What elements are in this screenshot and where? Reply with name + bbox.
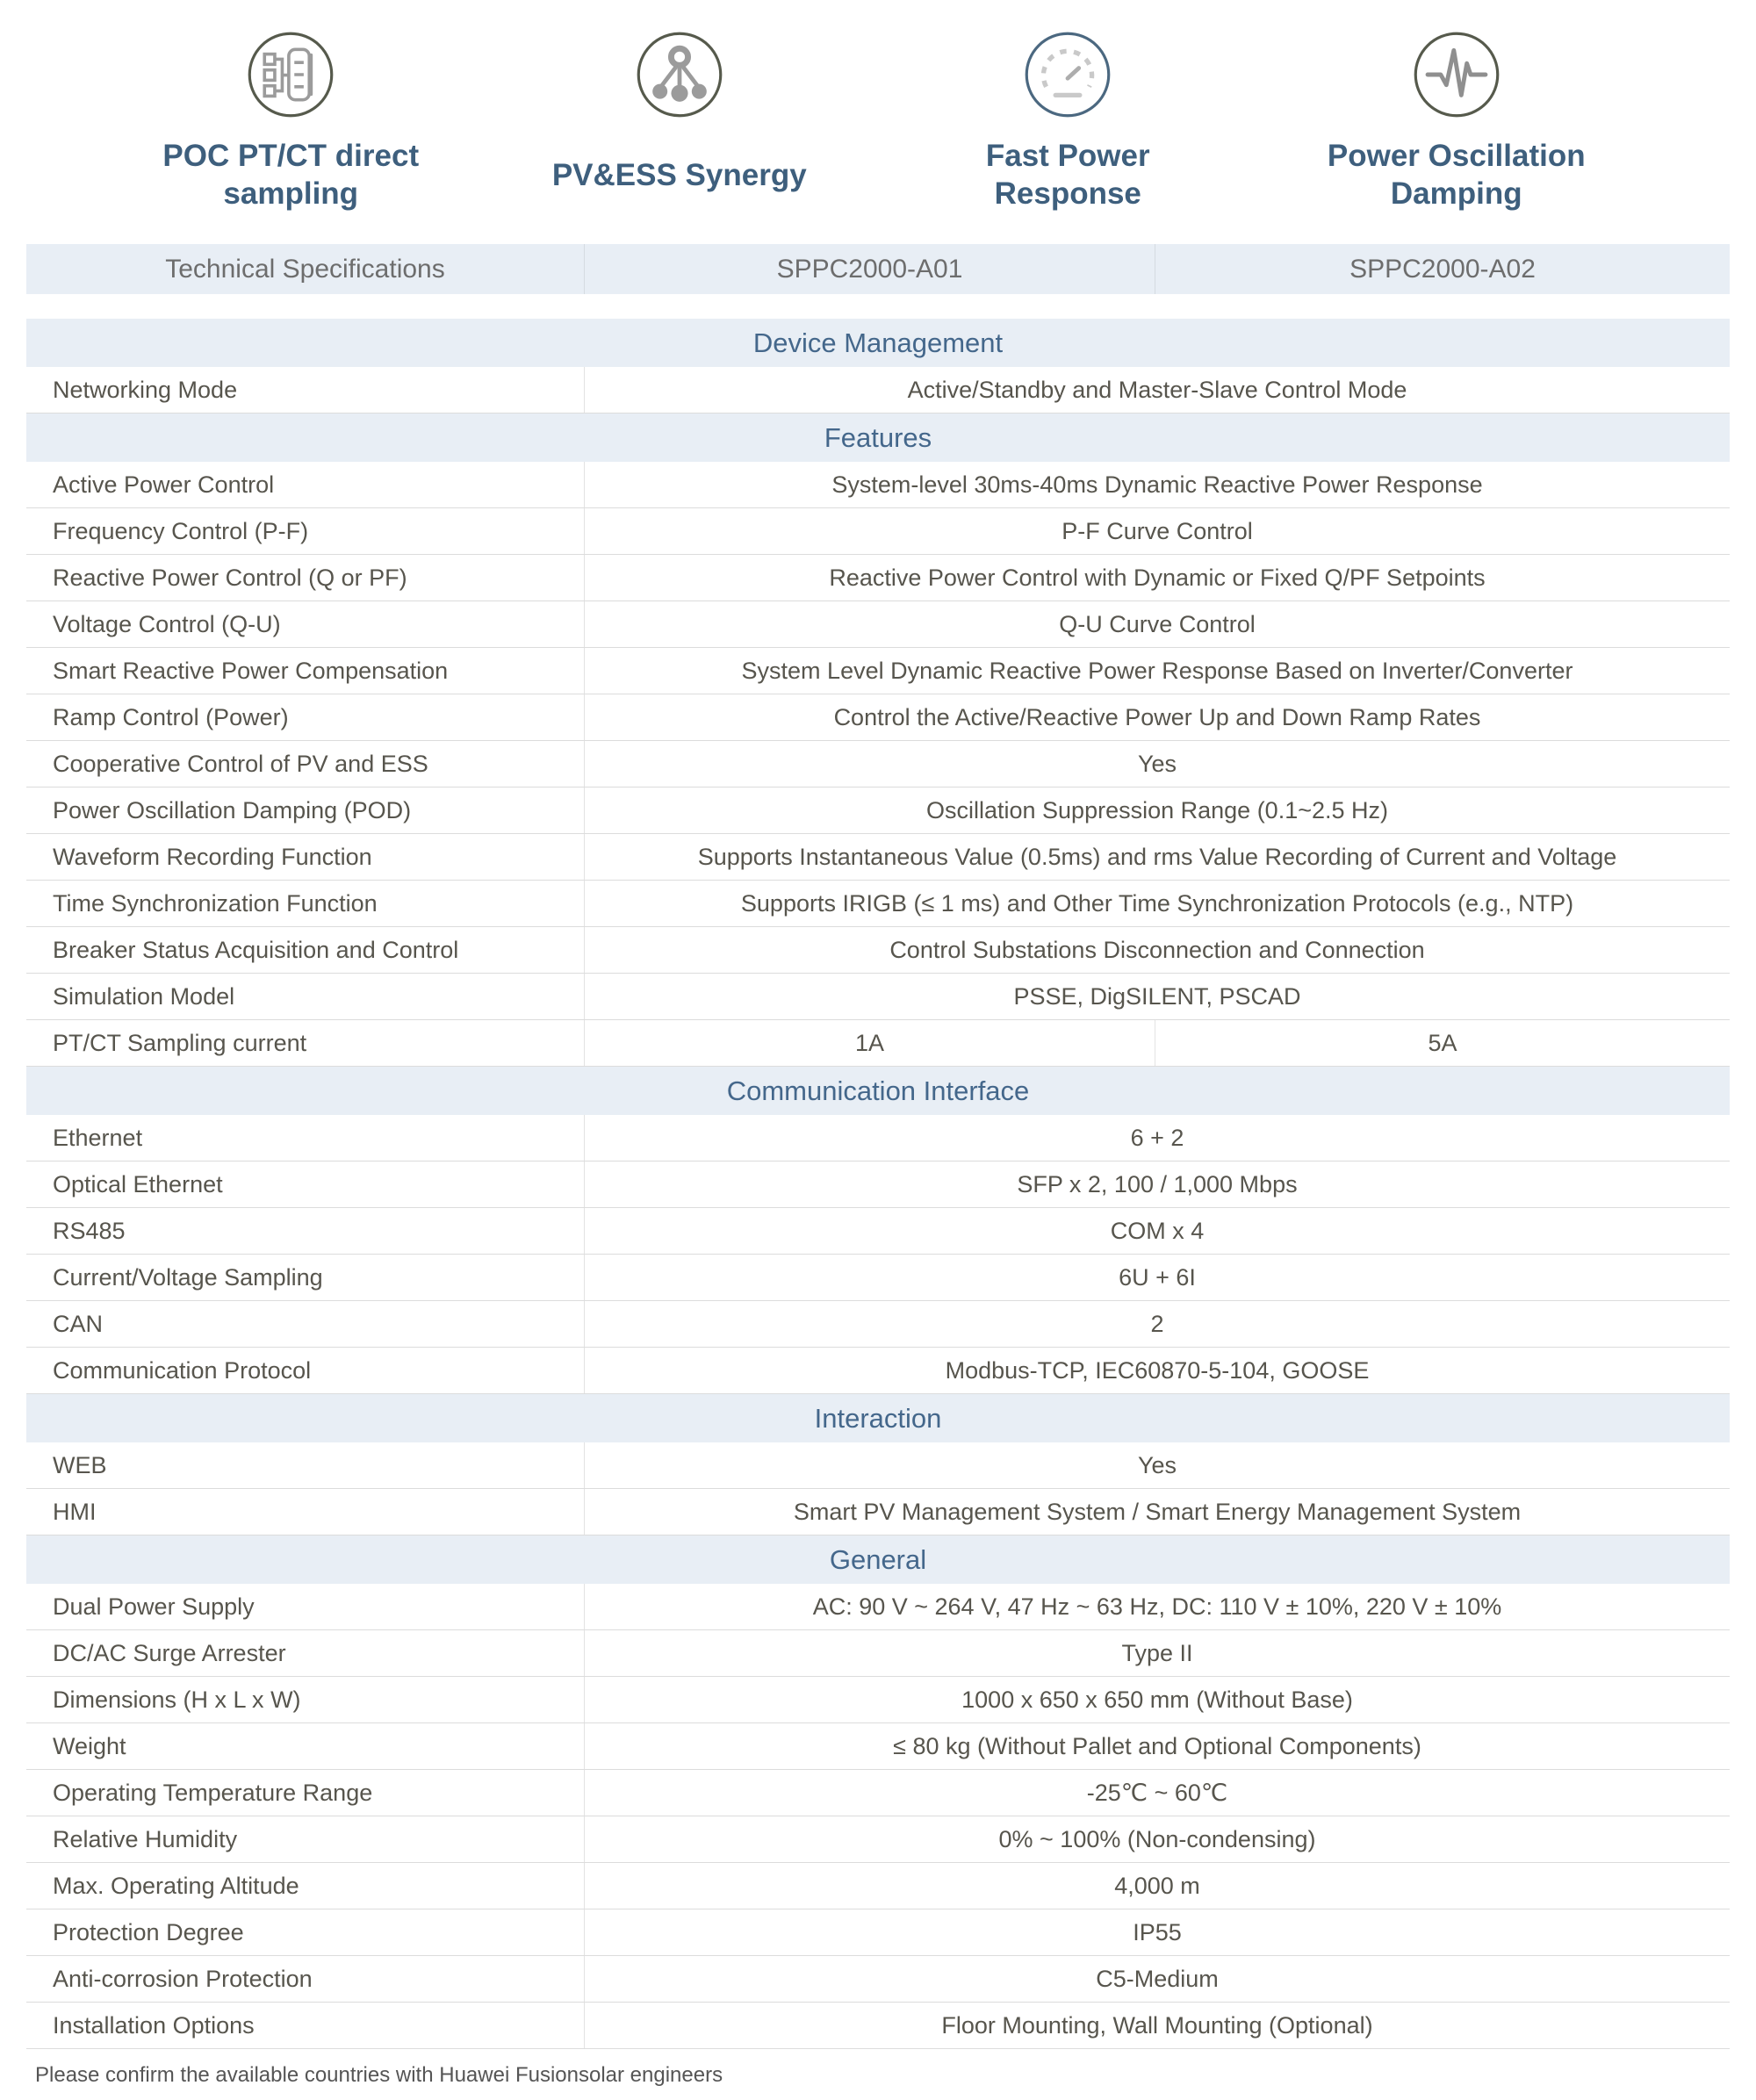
spec-value: -25℃ ~ 60℃ xyxy=(1086,1779,1228,1806)
feature-label-oscillation: Power Oscillation Damping xyxy=(1327,139,1586,211)
spec-row xyxy=(26,694,1730,741)
gauge-icon xyxy=(1023,30,1112,119)
spec-row xyxy=(26,1301,1730,1348)
spec-row xyxy=(26,1489,1730,1535)
spec-row xyxy=(26,462,1730,508)
section-header: General xyxy=(26,1535,1730,1584)
section-header: Device Management xyxy=(26,319,1730,367)
spec-row xyxy=(26,1770,1730,1816)
spec-row xyxy=(26,648,1730,694)
section-header: Interaction xyxy=(26,1394,1730,1442)
spec-value: Active/Standby and Master-Slave Control Mode xyxy=(907,376,1407,403)
spec-row xyxy=(26,1909,1730,1956)
spec-label: Cooperative Control of PV and ESS xyxy=(26,741,585,787)
spec-label: Optical Ethernet xyxy=(26,1161,585,1207)
spec-value: C5-Medium xyxy=(1096,1965,1219,1992)
spec-value: IP55 xyxy=(1133,1918,1182,1945)
spec-label: WEB xyxy=(26,1442,585,1488)
spec-label: Waveform Recording Function xyxy=(26,834,585,880)
feature-label-synergy: PV&ESS Synergy xyxy=(551,157,807,192)
spec-table xyxy=(26,244,1730,2049)
spec-value: P-F Curve Control xyxy=(1062,517,1253,544)
feature-label-poc-sampling: POC PT/CT direct sampling xyxy=(162,139,420,211)
spec-value: Smart PV Management System / Smart Energy Management System xyxy=(793,1498,1522,1525)
spec-label: Communication Protocol xyxy=(26,1348,585,1393)
spec-value: 0% ~ 100% (Non-condensing) xyxy=(998,1825,1316,1852)
spec-row xyxy=(26,1584,1730,1630)
spec-value: COM x 4 xyxy=(1110,1217,1205,1244)
spec-row xyxy=(26,1816,1730,1863)
spec-label: Weight xyxy=(26,1723,585,1769)
spec-label: Active Power Control xyxy=(26,462,585,507)
spec-row xyxy=(26,927,1730,974)
spec-label: Power Oscillation Damping (POD) xyxy=(26,788,585,833)
spec-value: 1000 x 650 x 650 mm (Without Base) xyxy=(961,1686,1353,1713)
spec-row xyxy=(26,1630,1730,1677)
spec-label: Frequency Control (P-F) xyxy=(26,508,585,554)
spec-label: Simulation Model xyxy=(26,974,585,1019)
section-header: Communication Interface xyxy=(26,1067,1730,1115)
spec-row xyxy=(26,1956,1730,2003)
spec-value: Supports IRIGB (≤ 1 ms) and Other Time Synchronization Protocols (e.g., NTP) xyxy=(740,889,1574,917)
spec-label: Relative Humidity xyxy=(26,1816,585,1862)
spec-value: PSSE, DigSILENT, PSCAD xyxy=(1013,982,1301,1010)
spec-value: Reactive Power Control with Dynamic or Fixed Q/PF Setpoints xyxy=(829,564,1486,591)
spec-row xyxy=(26,1115,1730,1161)
spec-label: Voltage Control (Q-U) xyxy=(26,601,585,647)
spec-label: Protection Degree xyxy=(26,1909,585,1955)
spec-label: CAN xyxy=(26,1301,585,1347)
spec-row xyxy=(26,508,1730,555)
spec-value: System-level 30ms-40ms Dynamic Reactive Power Response xyxy=(831,471,1483,498)
spec-value: SFP x 2, 100 / 1,000 Mbps xyxy=(1017,1170,1298,1197)
spec-row xyxy=(26,1208,1730,1255)
spec-row xyxy=(26,974,1730,1020)
spec-label: Breaker Status Acquisition and Control xyxy=(26,927,585,973)
spec-row xyxy=(26,1677,1730,1723)
spec-value: Q-U Curve Control xyxy=(1059,610,1256,637)
spec-row xyxy=(26,834,1730,881)
spec-row xyxy=(26,1255,1730,1301)
spec-row xyxy=(26,1723,1730,1770)
table-body xyxy=(26,319,1730,2049)
spec-row xyxy=(26,788,1730,834)
oscillation-icon xyxy=(1412,30,1501,119)
spec-value: Yes xyxy=(1137,1451,1177,1478)
synergy-icon xyxy=(635,30,724,119)
spec-value: Oscillation Suppression Range (0.1~2.5 Hz) xyxy=(925,796,1389,823)
table-header-row xyxy=(26,244,1730,294)
spec-label: PT/CT Sampling current xyxy=(26,1020,585,1066)
feature-fast-power xyxy=(874,30,1263,221)
spec-value: 6U + 6I xyxy=(1119,1263,1196,1291)
feature-strip xyxy=(26,30,1730,221)
spec-row xyxy=(26,1442,1730,1489)
spec-label: Installation Options xyxy=(26,2003,585,2048)
spec-row xyxy=(26,1863,1730,1909)
spec-value: Floor Mounting, Wall Mounting (Optional) xyxy=(941,2011,1373,2039)
spec-value: Yes xyxy=(1137,750,1177,777)
spec-value: AC: 90 V ~ 264 V, 47 Hz ~ 63 Hz, DC: 110 V ± 10%, 220 V ± 10% xyxy=(812,1593,1502,1620)
spec-label: Smart Reactive Power Compensation xyxy=(26,648,585,694)
spec-label: HMI xyxy=(26,1489,585,1535)
spec-label: Anti-corrosion Protection xyxy=(26,1956,585,2002)
spec-value: Control Substations Disconnection and Connection xyxy=(889,936,1425,963)
spec-row xyxy=(26,2003,1730,2049)
spec-row xyxy=(26,741,1730,788)
spec-value: System Level Dynamic Reactive Power Response Based on Inverter/Converter xyxy=(741,657,1573,684)
spec-row xyxy=(26,881,1730,927)
spec-row xyxy=(26,601,1730,648)
spec-label: Networking Mode xyxy=(26,367,585,413)
spec-label: DC/AC Surge Arrester xyxy=(26,1630,585,1676)
header-model-sppc2000-a02: SPPC2000-A02 xyxy=(1349,254,1536,284)
spec-label: Reactive Power Control (Q or PF) xyxy=(26,555,585,601)
footer-note: Please confirm the available countries with Huawei Fusionsolar engineers xyxy=(35,2063,723,2087)
spec-label: Time Synchronization Function xyxy=(26,881,585,926)
spec-label: Ethernet xyxy=(26,1115,585,1161)
spec-value-a01: 1A xyxy=(585,1020,1155,1066)
spec-row xyxy=(26,555,1730,601)
spec-label: Dual Power Supply xyxy=(26,1584,585,1629)
section-header: Features xyxy=(26,414,1730,462)
feature-oscillation xyxy=(1263,30,1652,221)
header-technical-specifications: Technical Specifications xyxy=(26,244,585,294)
feature-synergy xyxy=(486,30,874,221)
spec-label: Current/Voltage Sampling xyxy=(26,1255,585,1300)
spec-value: 4,000 m xyxy=(1114,1872,1200,1899)
spec-row xyxy=(26,367,1730,414)
spec-row xyxy=(26,1348,1730,1394)
spec-label: Dimensions (H x L x W) xyxy=(26,1677,585,1722)
spec-label: RS485 xyxy=(26,1208,585,1254)
spec-value: ≤ 80 kg (Without Pallet and Optional Components) xyxy=(893,1732,1421,1759)
spec-row xyxy=(26,1161,1730,1208)
spec-value: 6 + 2 xyxy=(1130,1124,1184,1151)
feature-label-fast-power: Fast Power Response xyxy=(985,139,1150,211)
poc-sampling-icon xyxy=(246,30,335,119)
spec-value: Control the Active/Reactive Power Up and Down Ramp Rates xyxy=(833,703,1481,730)
spec-label: Ramp Control (Power) xyxy=(26,694,585,740)
spec-row xyxy=(26,1020,1730,1067)
spec-value: 2 xyxy=(1150,1310,1164,1337)
header-model-sppc2000-a01: SPPC2000-A01 xyxy=(585,244,1155,294)
feature-poc-sampling xyxy=(97,30,486,221)
spec-label: Max. Operating Altitude xyxy=(26,1863,585,1909)
spec-value-a02: 5A xyxy=(1428,1029,1457,1056)
spec-label: Operating Temperature Range xyxy=(26,1770,585,1816)
spec-value: Modbus-TCP, IEC60870-5-104, GOOSE xyxy=(945,1356,1370,1384)
spec-value: Type II xyxy=(1121,1639,1193,1666)
spec-value: Supports Instantaneous Value (0.5ms) and rms Value Recording of Current and Voltage xyxy=(697,843,1617,870)
